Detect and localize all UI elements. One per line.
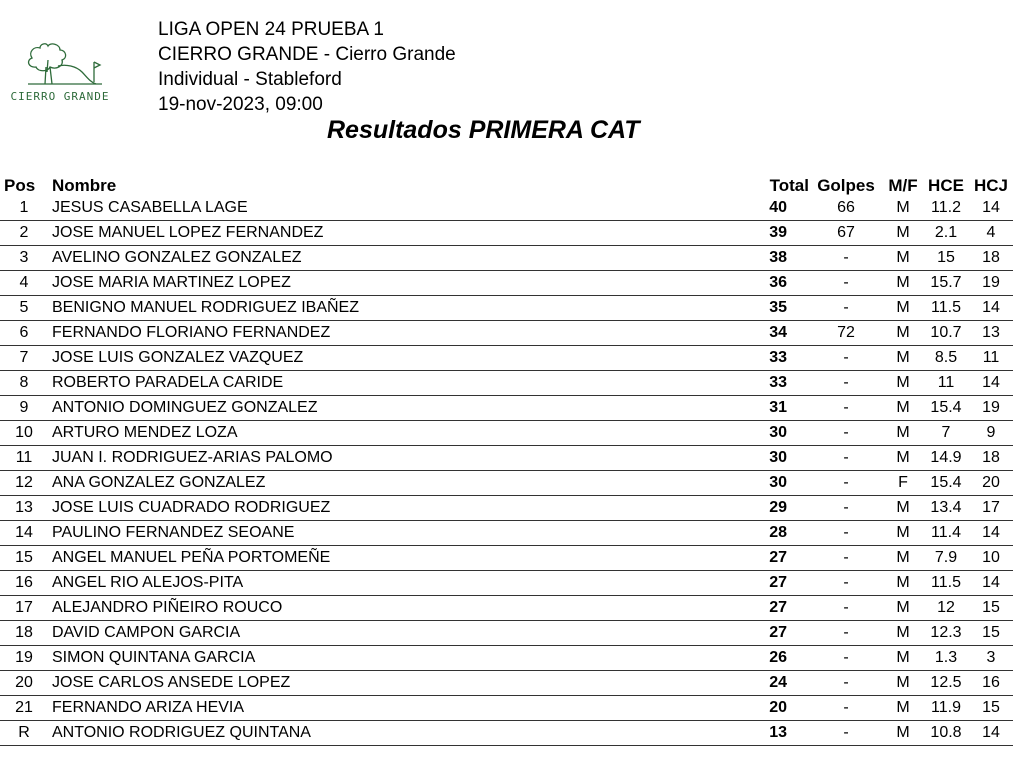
cell-golpes: - [809, 546, 883, 571]
cell-pos: 17 [0, 596, 48, 621]
club-logo [10, 36, 110, 110]
cell-pos: 11 [0, 446, 48, 471]
logo-text: CIERRO GRANDE [10, 90, 110, 103]
cell-total: 33 [727, 346, 809, 371]
cell-pos: 9 [0, 396, 48, 421]
cell-golpes: - [809, 571, 883, 596]
event-datetime: 19-nov-2023, 09:00 [158, 94, 323, 115]
cell-hce: 14.9 [923, 446, 969, 471]
cell-hce: 8.5 [923, 346, 969, 371]
table-row [0, 296, 1013, 321]
cell-total: 28 [727, 521, 809, 546]
table-row [0, 521, 1013, 546]
cell-hcj: 14 [969, 371, 1013, 396]
cell-pos: 14 [0, 521, 48, 546]
table-row [0, 496, 1013, 521]
table-row [0, 646, 1013, 671]
cell-golpes: 66 [809, 196, 883, 221]
cell-name: ARTURO MENDEZ LOZA [48, 421, 727, 446]
cell-name: JOSE MARIA MARTINEZ LOPEZ [48, 271, 727, 296]
cell-name: DAVID CAMPON GARCIA [48, 621, 727, 646]
cell-hce: 11.9 [923, 696, 969, 721]
cell-mf: M [883, 446, 923, 471]
cell-golpes: - [809, 721, 883, 746]
cell-mf: M [883, 696, 923, 721]
cell-total: 30 [727, 471, 809, 496]
cell-name: JOSE MANUEL LOPEZ FERNANDEZ [48, 221, 727, 246]
table-row [0, 321, 1013, 346]
cell-golpes: - [809, 671, 883, 696]
cell-hcj: 14 [969, 521, 1013, 546]
cell-mf: M [883, 346, 923, 371]
tree-icon [10, 36, 110, 90]
cell-hcj: 3 [969, 646, 1013, 671]
cell-name: ANGEL RIO ALEJOS-PITA [48, 571, 727, 596]
cell-total: 27 [727, 596, 809, 621]
cell-hce: 15.4 [923, 471, 969, 496]
table-row [0, 546, 1013, 571]
cell-total: 26 [727, 646, 809, 671]
cell-name: SIMON QUINTANA GARCIA [48, 646, 727, 671]
page-title: Resultados PRIMERA CAT [327, 116, 640, 144]
cell-hce: 12.5 [923, 671, 969, 696]
cell-name: FERNANDO FLORIANO FERNANDEZ [48, 321, 727, 346]
cell-hce: 1.3 [923, 646, 969, 671]
cell-golpes: - [809, 246, 883, 271]
cell-golpes: - [809, 271, 883, 296]
cell-mf: M [883, 496, 923, 521]
competition-name: LIGA OPEN 24 PRUEBA 1 [158, 19, 384, 40]
cell-hcj: 14 [969, 296, 1013, 321]
cell-name: ALEJANDRO PIÑEIRO ROUCO [48, 596, 727, 621]
cell-mf: M [883, 571, 923, 596]
event-header [158, 17, 456, 117]
table-row [0, 721, 1013, 746]
header-golpes: Golpes [817, 176, 875, 195]
cell-name: JOSE LUIS CUADRADO RODRIGUEZ [48, 496, 727, 521]
cell-mf: M [883, 296, 923, 321]
results-body [0, 196, 1013, 746]
cell-pos: 10 [0, 421, 48, 446]
cell-name: JOSE CARLOS ANSEDE LOPEZ [48, 671, 727, 696]
cell-golpes: - [809, 471, 883, 496]
course-name: CIERRO GRANDE - Cierro Grande [158, 44, 456, 65]
cell-hcj: 15 [969, 596, 1013, 621]
cell-hce: 11.2 [923, 196, 969, 221]
cell-hcj: 18 [969, 246, 1013, 271]
table-row [0, 346, 1013, 371]
cell-total: 30 [727, 446, 809, 471]
results-table [0, 172, 1013, 746]
cell-total: 34 [727, 321, 809, 346]
cell-pos: 3 [0, 246, 48, 271]
cell-hcj: 11 [969, 346, 1013, 371]
cell-mf: M [883, 596, 923, 621]
table-row [0, 621, 1013, 646]
cell-total: 35 [727, 296, 809, 321]
table-row [0, 421, 1013, 446]
table-row [0, 396, 1013, 421]
cell-name: JOSE LUIS GONZALEZ VAZQUEZ [48, 346, 727, 371]
cell-hcj: 9 [969, 421, 1013, 446]
cell-pos: 15 [0, 546, 48, 571]
cell-name: BENIGNO MANUEL RODRIGUEZ IBAÑEZ [48, 296, 727, 321]
cell-mf: M [883, 396, 923, 421]
cell-hce: 12.3 [923, 621, 969, 646]
cell-name: AVELINO GONZALEZ GONZALEZ [48, 246, 727, 271]
cell-total: 27 [727, 621, 809, 646]
header-hcj: HCJ [973, 176, 1008, 195]
table-row [0, 221, 1013, 246]
cell-hcj: 13 [969, 321, 1013, 346]
table-row [0, 471, 1013, 496]
cell-hce: 11.4 [923, 521, 969, 546]
cell-total: 39 [727, 221, 809, 246]
cell-hce: 11.5 [923, 571, 969, 596]
cell-golpes: - [809, 346, 883, 371]
cell-golpes: - [809, 446, 883, 471]
cell-golpes: - [809, 296, 883, 321]
cell-total: 27 [727, 571, 809, 596]
cell-mf: M [883, 196, 923, 221]
cell-golpes: - [809, 696, 883, 721]
table-row [0, 671, 1013, 696]
header-pos: Pos [4, 176, 36, 195]
game-format: Individual - Stableford [158, 69, 342, 90]
cell-golpes: - [809, 646, 883, 671]
cell-golpes: - [809, 371, 883, 396]
cell-hcj: 16 [969, 671, 1013, 696]
cell-mf: M [883, 721, 923, 746]
cell-name: ANA GONZALEZ GONZALEZ [48, 471, 727, 496]
header-total: Total [769, 176, 809, 195]
table-row [0, 446, 1013, 471]
cell-golpes: - [809, 396, 883, 421]
cell-hce: 10.7 [923, 321, 969, 346]
cell-total: 24 [727, 671, 809, 696]
header-mf: M/F [888, 176, 918, 195]
cell-hcj: 14 [969, 196, 1013, 221]
cell-name: ANTONIO RODRIGUEZ QUINTANA [48, 721, 727, 746]
cell-pos: R [0, 721, 48, 746]
cell-pos: 4 [0, 271, 48, 296]
cell-name: ANTONIO DOMINGUEZ GONZALEZ [48, 396, 727, 421]
cell-hce: 15.4 [923, 396, 969, 421]
cell-pos: 19 [0, 646, 48, 671]
cell-mf: M [883, 321, 923, 346]
cell-golpes: - [809, 496, 883, 521]
cell-mf: M [883, 646, 923, 671]
cell-hce: 2.1 [923, 221, 969, 246]
cell-hce: 11.5 [923, 296, 969, 321]
cell-hcj: 19 [969, 396, 1013, 421]
cell-hcj: 20 [969, 471, 1013, 496]
cell-pos: 20 [0, 671, 48, 696]
cell-mf: M [883, 421, 923, 446]
table-row [0, 571, 1013, 596]
cell-mf: M [883, 246, 923, 271]
cell-total: 27 [727, 546, 809, 571]
table-row [0, 271, 1013, 296]
cell-total: 30 [727, 421, 809, 446]
cell-mf: M [883, 221, 923, 246]
table-row [0, 196, 1013, 221]
cell-total: 31 [727, 396, 809, 421]
cell-name: JESUS CASABELLA LAGE [48, 196, 727, 221]
cell-total: 29 [727, 496, 809, 521]
cell-pos: 21 [0, 696, 48, 721]
cell-pos: 13 [0, 496, 48, 521]
cell-golpes: - [809, 596, 883, 621]
cell-hce: 13.4 [923, 496, 969, 521]
cell-hcj: 4 [969, 221, 1013, 246]
cell-hcj: 18 [969, 446, 1013, 471]
cell-hcj: 14 [969, 721, 1013, 746]
cell-hcj: 17 [969, 496, 1013, 521]
cell-pos: 2 [0, 221, 48, 246]
cell-pos: 5 [0, 296, 48, 321]
cell-hcj: 19 [969, 271, 1013, 296]
cell-hcj: 15 [969, 696, 1013, 721]
cell-total: 36 [727, 271, 809, 296]
cell-mf: M [883, 521, 923, 546]
cell-mf: F [883, 471, 923, 496]
cell-pos: 7 [0, 346, 48, 371]
cell-pos: 16 [0, 571, 48, 596]
cell-golpes: - [809, 421, 883, 446]
table-header-row [0, 172, 1013, 196]
cell-name: ANGEL MANUEL PEÑA PORTOMEÑE [48, 546, 727, 571]
cell-mf: M [883, 371, 923, 396]
cell-hce: 10.8 [923, 721, 969, 746]
cell-name: FERNANDO ARIZA HEVIA [48, 696, 727, 721]
cell-mf: M [883, 546, 923, 571]
cell-total: 38 [727, 246, 809, 271]
cell-pos: 1 [0, 196, 48, 221]
table-row [0, 371, 1013, 396]
cell-pos: 18 [0, 621, 48, 646]
cell-hcj: 10 [969, 546, 1013, 571]
cell-pos: 8 [0, 371, 48, 396]
cell-golpes: - [809, 521, 883, 546]
table-row [0, 696, 1013, 721]
cell-hce: 7 [923, 421, 969, 446]
cell-mf: M [883, 271, 923, 296]
cell-name: PAULINO FERNANDEZ SEOANE [48, 521, 727, 546]
cell-total: 20 [727, 696, 809, 721]
cell-hce: 12 [923, 596, 969, 621]
cell-hcj: 14 [969, 571, 1013, 596]
cell-name: JUAN I. RODRIGUEZ-ARIAS PALOMO [48, 446, 727, 471]
cell-hcj: 15 [969, 621, 1013, 646]
cell-total: 33 [727, 371, 809, 396]
cell-golpes: - [809, 621, 883, 646]
header-hce: HCE [928, 176, 964, 195]
cell-mf: M [883, 671, 923, 696]
cell-total: 40 [727, 196, 809, 221]
header-name: Nombre [52, 176, 117, 195]
cell-mf: M [883, 621, 923, 646]
cell-golpes: 67 [809, 221, 883, 246]
cell-hce: 11 [923, 371, 969, 396]
cell-pos: 6 [0, 321, 48, 346]
table-row [0, 596, 1013, 621]
cell-hce: 15 [923, 246, 969, 271]
table-row [0, 246, 1013, 271]
cell-golpes: 72 [809, 321, 883, 346]
cell-total: 13 [727, 721, 809, 746]
cell-name: ROBERTO PARADELA CARIDE [48, 371, 727, 396]
cell-hce: 7.9 [923, 546, 969, 571]
cell-pos: 12 [0, 471, 48, 496]
cell-hce: 15.7 [923, 271, 969, 296]
